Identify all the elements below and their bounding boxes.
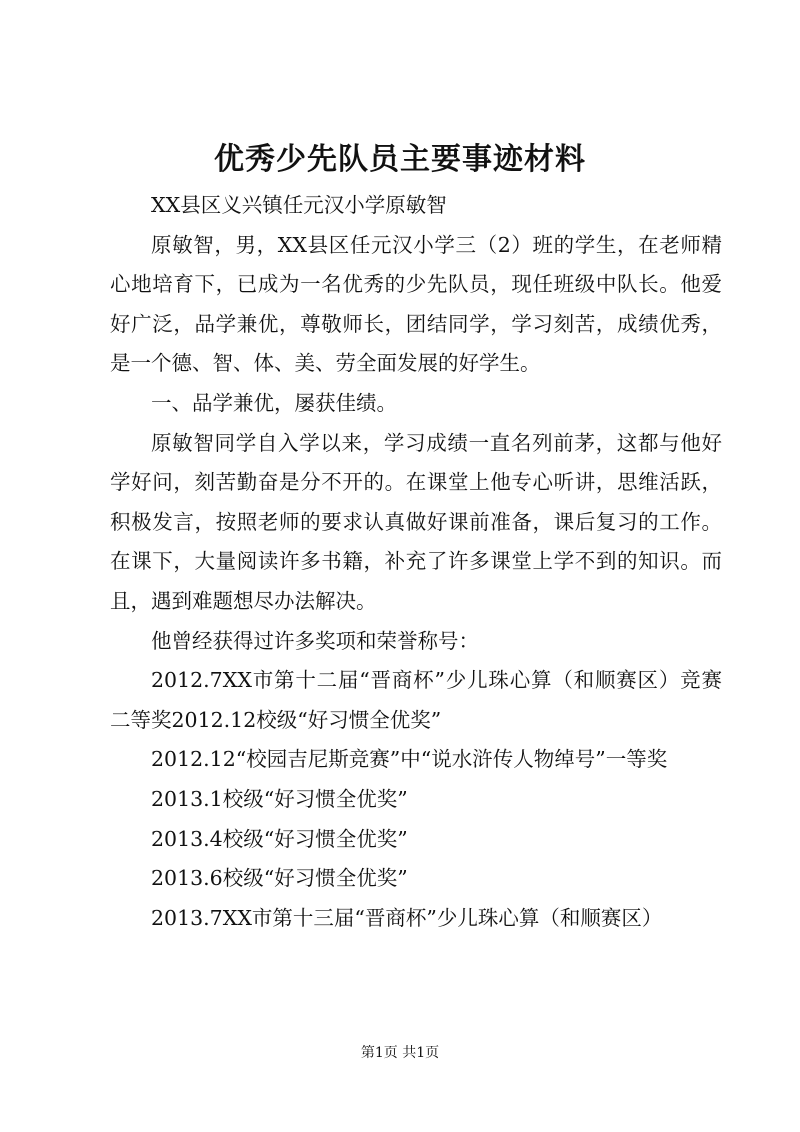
study-paragraph: 原敏智同学自入学以来，学习成绩一直名列前茅，这都与他好学好问，刻苦勤奋是分不开的。在课堂上他专心听讲，思维活跃，积极发言，按照老师的要求认真做好课前准备，课后复习的工作。在课下，大量阅读许多书籍，补充了许多课堂上学不到的知识。而且，遇到难题想尽办法解决。 — [110, 430, 722, 613]
award-item: 2012.7XX市第十二届“晋商杯”少儿珠心算（和顺赛区）竞赛二等奖2012.12校级“好习惯全优奖” — [110, 668, 722, 732]
page-footer: 第1页 共1页 — [360, 1045, 440, 1061]
author-line: XX县区义兴镇任元汉小学原敏智 — [151, 193, 447, 217]
award-item: 2013.6校级“好习惯全优奖” — [151, 866, 408, 891]
document-title: 优秀少先队员主要事迹材料 — [214, 142, 586, 177]
awards-intro: 他曾经获得过许多奖项和荣誉称号： — [151, 628, 479, 653]
award-item: 2012.12“校园吉尼斯竞赛”中“说水浒传人物绰号”一等奖 — [151, 747, 668, 772]
intro-paragraph: 原敏智，男，XX县区任元汉小学三（2）班的学生，在老师精心地培育下，已成为一名优秀的少先队员，现任班级中队长。他爱好广泛，品学兼优，尊敬师长，团结同学，学习刻苦，成绩优秀，是一个德、智、体、美、劳全面发展的好学生。 — [110, 232, 722, 376]
award-item: 2013.7XX市第十三届“晋商杯”少儿珠心算（和顺赛区） — [151, 905, 663, 930]
award-item: 2013.1校级“好习惯全优奖” — [151, 786, 408, 811]
section-heading: 一、品学兼优，屡获佳绩。 — [151, 390, 397, 415]
document-body — [110, 186, 722, 938]
award-item: 2013.4校级“好习惯全优奖” — [151, 826, 408, 851]
